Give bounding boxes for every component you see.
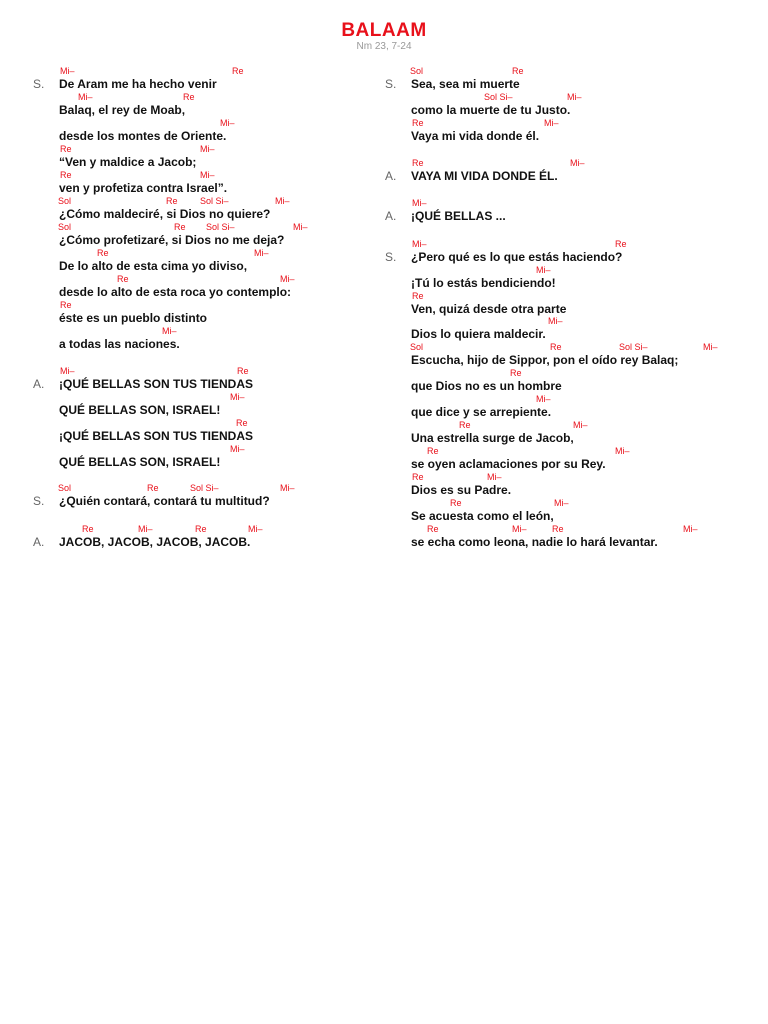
chord: Mi–: [248, 524, 263, 534]
chord: Mi–: [138, 524, 153, 534]
chord: Re: [82, 524, 94, 534]
lyric-line: De lo alto de esta cima yo diviso,: [59, 259, 248, 273]
voice-marker: A.: [385, 209, 397, 223]
lyric-line: que dice y se arrepiente.: [411, 405, 552, 419]
lyric-line: “Ven y maldice a Jacob;: [59, 155, 197, 169]
chord: Re: [412, 118, 424, 128]
voice-marker: S.: [385, 250, 397, 264]
chord: Re: [552, 524, 564, 534]
lyric-line: Una estrella surge de Jacob,: [411, 431, 574, 445]
chord: Re: [97, 248, 109, 258]
chord: Re: [232, 66, 244, 76]
lyric-line: ¿Cómo maldeciré, si Dios no quiere?: [59, 207, 271, 221]
chord: Mi–: [200, 144, 215, 154]
chord: Re: [60, 144, 72, 154]
chord: Mi–: [548, 316, 563, 326]
chord: Re: [147, 483, 159, 493]
chord: Sol: [58, 196, 72, 206]
lyric-line: se oyen aclamaciones por su Rey.: [411, 457, 606, 471]
lyric-line: ¿Pero qué es lo que estás haciendo?: [411, 250, 623, 264]
lyric-line: QUÉ BELLAS SON, ISRAEL!: [59, 455, 221, 469]
lyric-line: ¡QUÉ BELLAS SON TUS TIENDAS: [59, 377, 254, 391]
chord: Mi–: [230, 444, 245, 454]
chord: Sol Si–: [190, 483, 219, 493]
chord: Re: [550, 342, 562, 352]
chord: Sol: [410, 342, 424, 352]
chord: Re: [412, 472, 424, 482]
lyric-line: como la muerte de tu Justo.: [411, 103, 571, 117]
chord: Mi–: [536, 394, 551, 404]
chord: Sol Si–: [619, 342, 648, 352]
chord: Sol: [410, 66, 424, 76]
voice-marker: S.: [33, 77, 45, 91]
chord: Mi–: [412, 198, 427, 208]
chord: Mi–: [544, 118, 559, 128]
lyric-line: Dios es su Padre.: [411, 483, 512, 497]
lyric-line: JACOB, JACOB, JACOB, JACOB.: [59, 535, 251, 549]
chord: Sol: [58, 483, 72, 493]
chord: Re: [427, 524, 439, 534]
chord: Mi–: [60, 366, 75, 376]
chord: Re: [174, 222, 186, 232]
lyric-line: QUÉ BELLAS SON, ISRAEL!: [59, 403, 221, 417]
chord: Mi–: [293, 222, 308, 232]
lyric-line: ¡QUÉ BELLAS SON TUS TIENDAS: [59, 429, 254, 443]
chord: Re: [60, 170, 72, 180]
chord: Sol: [58, 222, 72, 232]
lyric-line: ven y profetiza contra Israel”.: [59, 181, 228, 195]
chord: Mi–: [683, 524, 698, 534]
lyric-line: Se acuesta como el león,: [411, 509, 554, 523]
chord: Mi–: [162, 326, 177, 336]
chord: Re: [183, 92, 195, 102]
chord: Re: [60, 300, 72, 310]
chord: Re: [459, 420, 471, 430]
voice-marker: A.: [33, 377, 45, 391]
lyric-line: desde los montes de Oriente.: [59, 129, 227, 143]
chord: Re: [237, 366, 249, 376]
lyric-line: que Dios no es un hombre: [411, 379, 562, 393]
chord: Mi–: [487, 472, 502, 482]
chord: Mi–: [200, 170, 215, 180]
chord: Mi–: [615, 446, 630, 456]
chord: Mi–: [60, 66, 75, 76]
voice-marker: A.: [385, 169, 397, 183]
chord: Mi–: [254, 248, 269, 258]
lyric-line: Ven, quizá desde otra parte: [411, 302, 567, 316]
lyric-line: se echa como leona, nadie lo hará levantar.: [411, 535, 658, 549]
chord: Re: [615, 239, 627, 249]
lyric-line: ¿Cómo profetizaré, si Dios no me deja?: [59, 233, 285, 247]
chord: Mi–: [703, 342, 718, 352]
chord: Mi–: [573, 420, 588, 430]
lyric-line: éste es un pueblo distinto: [59, 311, 208, 325]
voice-marker: S.: [33, 494, 45, 508]
chord: Sol Si–: [206, 222, 235, 232]
lyric-line: De Aram me ha hecho venir: [59, 77, 217, 91]
lyric-line: Balaq, el rey de Moab,: [59, 103, 186, 117]
chord: Mi–: [570, 158, 585, 168]
chord: Mi–: [280, 483, 295, 493]
chord: Re: [117, 274, 129, 284]
voice-marker: A.: [33, 535, 45, 549]
lyric-line: Vaya mi vida donde él.: [411, 129, 540, 143]
chord: Re: [510, 368, 522, 378]
lyric-line: Dios lo quiera maldecir.: [411, 327, 546, 341]
chord: Mi–: [220, 118, 235, 128]
lyric-line: desde lo alto de esta roca yo contemplo:: [59, 285, 292, 299]
chord: Re: [166, 196, 178, 206]
lyric-line: ¡Tú lo estás bendiciendo!: [411, 276, 556, 290]
chord: Re: [512, 66, 524, 76]
song-reference: Nm 23, 7-24: [356, 41, 412, 52]
chord: Mi–: [412, 239, 427, 249]
chord: Re: [450, 498, 462, 508]
voice-marker: S.: [385, 77, 397, 91]
lyric-line: a todas las naciones.: [59, 337, 180, 351]
chord: Re: [427, 446, 439, 456]
chord: Mi–: [554, 498, 569, 508]
chord: Mi–: [275, 196, 290, 206]
lyric-line: Escucha, hijo de Sippor, pon el oído rey Balaq;: [411, 353, 679, 367]
chord: Re: [236, 418, 248, 428]
chord: Mi–: [512, 524, 527, 534]
chord: Sol Si–: [484, 92, 513, 102]
song-title: BALAAM: [341, 20, 427, 41]
chord: Mi–: [536, 265, 551, 275]
lyric-line: VAYA MI VIDA DONDE ÉL.: [411, 169, 558, 183]
chord: Re: [412, 291, 424, 301]
chord: Mi–: [280, 274, 295, 284]
chord: Mi–: [78, 92, 93, 102]
lyric-line: Sea, sea mi muerte: [411, 77, 520, 91]
chord: Re: [195, 524, 207, 534]
chord: Re: [412, 158, 424, 168]
chord: Mi–: [567, 92, 582, 102]
lyric-line: ¿Quién contará, contará tu multitud?: [59, 494, 270, 508]
chord: Sol Si–: [200, 196, 229, 206]
lyric-line: ¡QUÉ BELLAS ...: [411, 209, 506, 223]
chord: Mi–: [230, 392, 245, 402]
